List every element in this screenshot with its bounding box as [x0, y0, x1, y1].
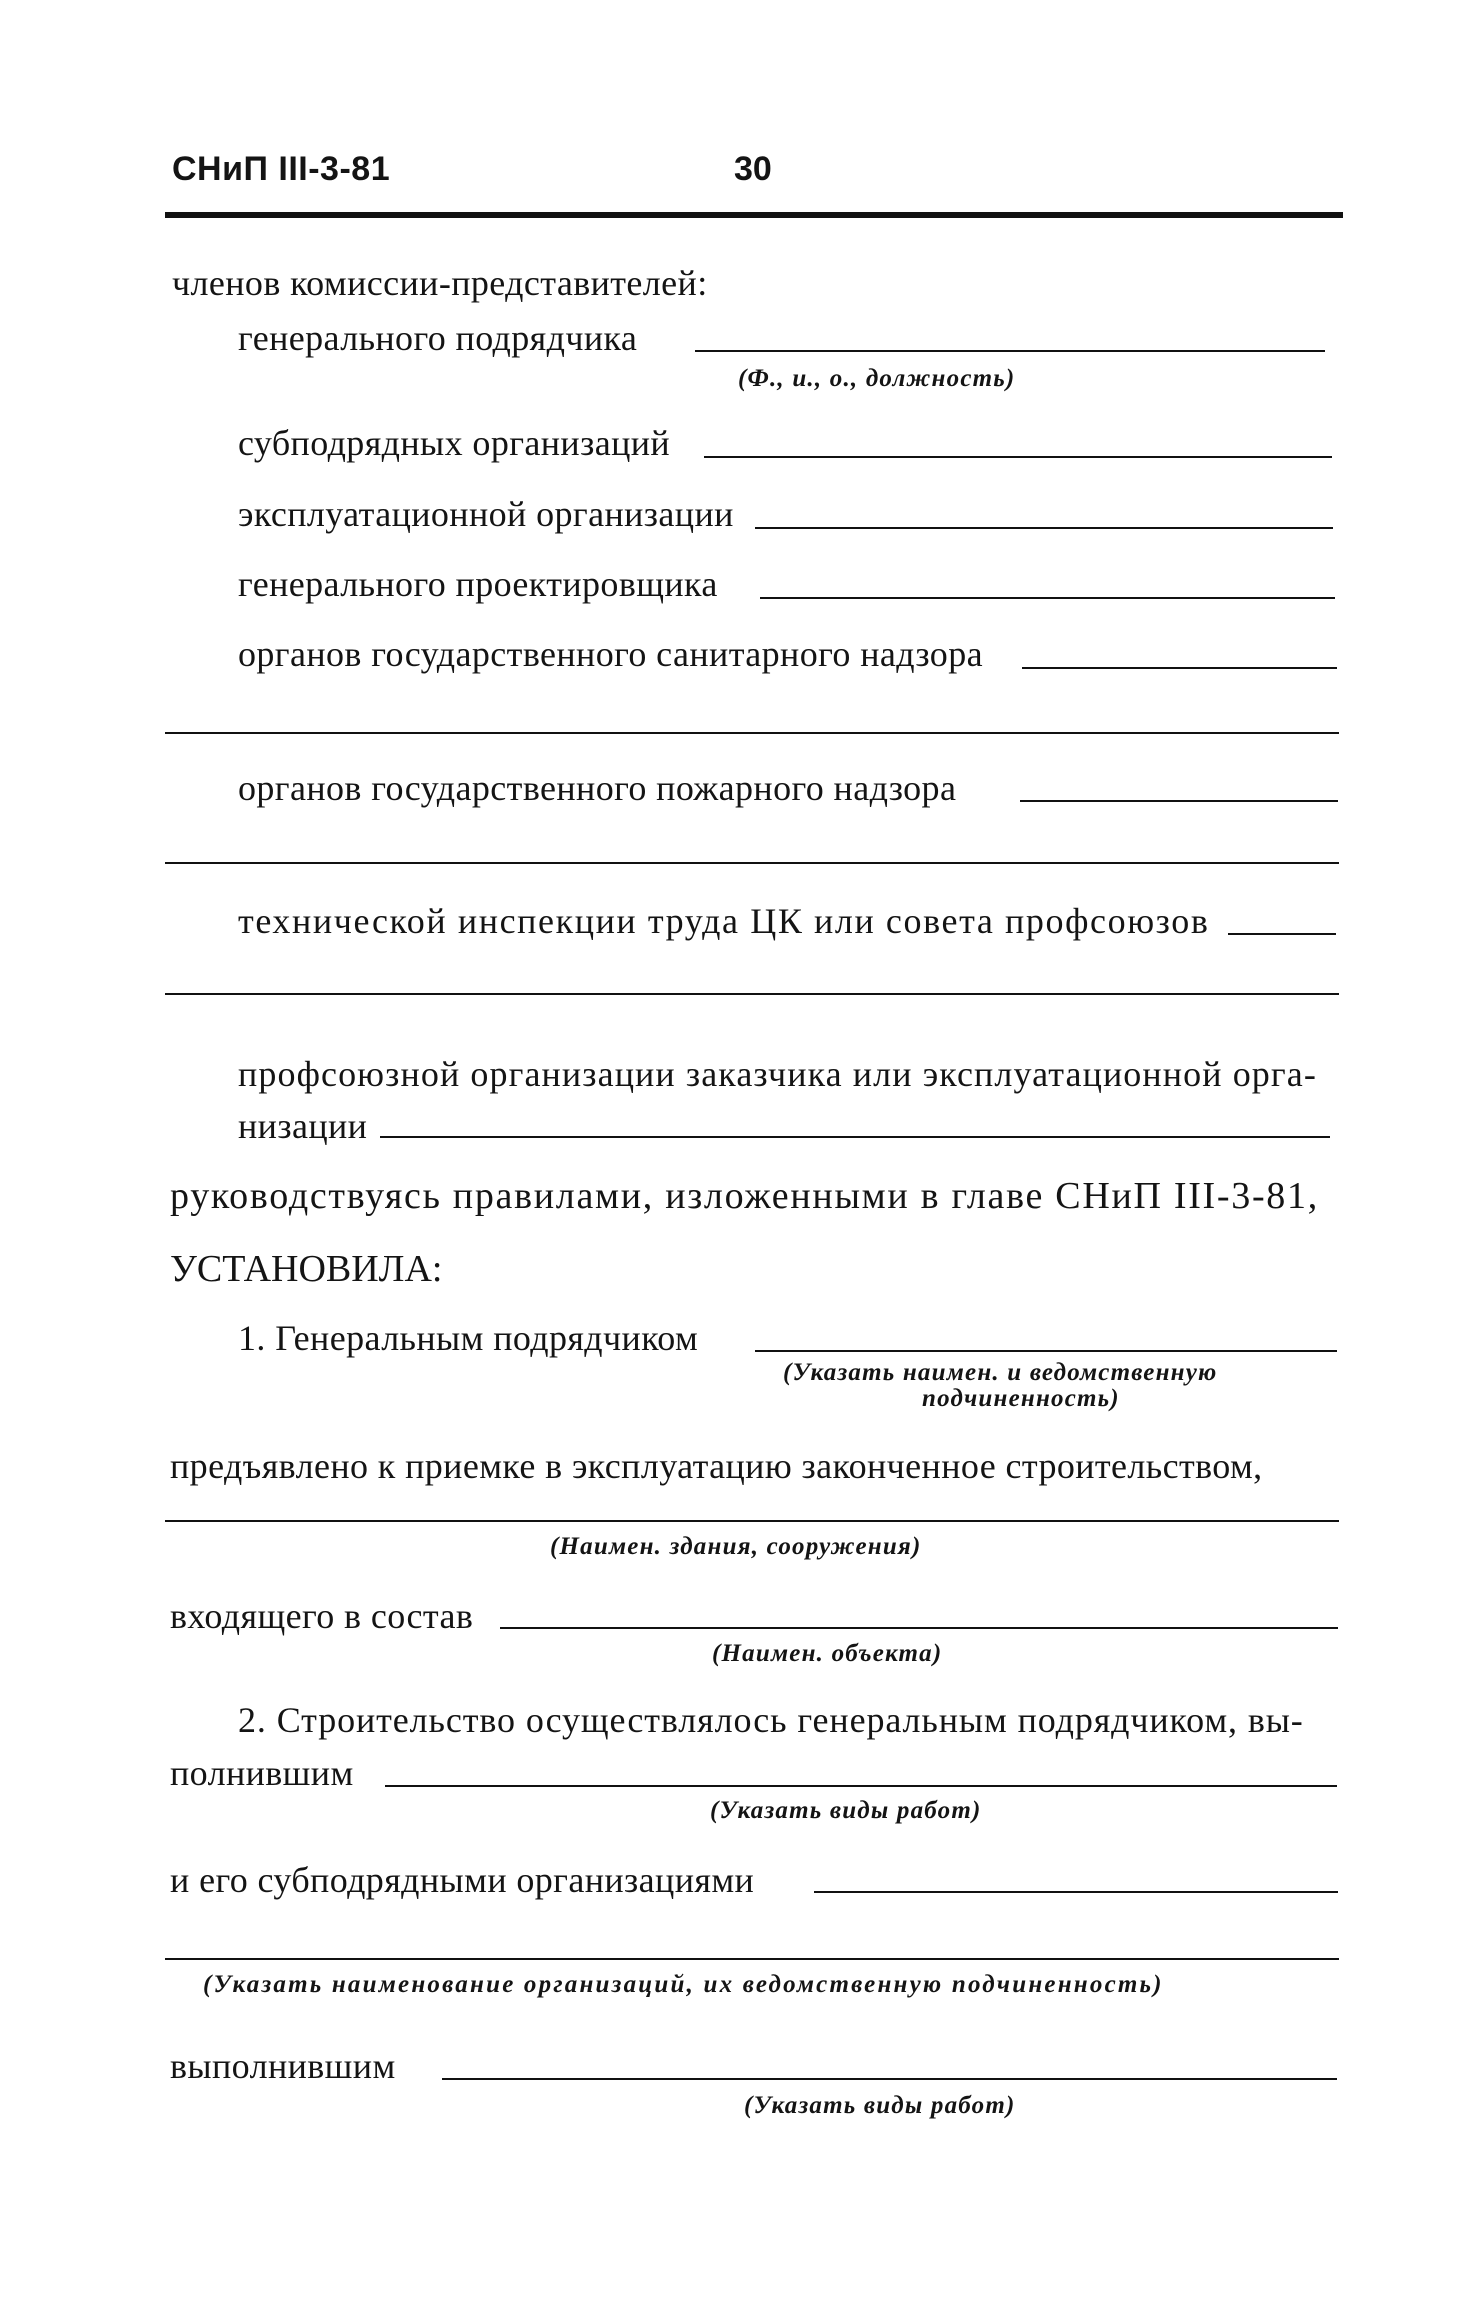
item1-caption-1: (Указать наимен. и ведомственную	[783, 1359, 1218, 1386]
presented-text: предъявлено к приемке в эксплуатацию законченное строительством,	[170, 1446, 1263, 1486]
sanitary-label: органов государственного санитарного надзора	[238, 634, 983, 674]
general-designer-field[interactable]	[760, 597, 1335, 599]
page-number: 30	[734, 150, 772, 188]
performed-label: выполнившим	[170, 2046, 396, 2086]
members-intro: членов комиссии-представителей:	[172, 263, 708, 303]
labor-inspection-label: технической инспекции труда ЦК или совета профсоюзов	[238, 901, 1210, 941]
fire-label: органов государственного пожарного надзора	[238, 768, 957, 808]
works-caption-2: (Указать виды работ)	[744, 2092, 1016, 2119]
general-designer-label: генерального проектировщика	[238, 564, 718, 604]
established-heading: УСТАНОВИЛА:	[170, 1248, 443, 1290]
union-label-line2: низации	[238, 1106, 368, 1146]
fire-field-cont[interactable]	[165, 862, 1339, 864]
fire-field[interactable]	[1020, 800, 1338, 802]
item1-label: 1. Генеральным подрядчиком	[238, 1318, 699, 1358]
subcontractors-field[interactable]	[704, 456, 1332, 458]
item2-line2: полнившим	[170, 1753, 354, 1793]
building-caption: (Наимен. здания, сооружения)	[550, 1533, 922, 1560]
object-caption: (Наимен. объекта)	[712, 1640, 943, 1667]
item2-line1: 2. Строительство осуществлялось генеральным подрядчиком, вы-	[238, 1700, 1304, 1740]
labor-inspection-field-cont[interactable]	[165, 993, 1339, 995]
part-of-label: входящего в состав	[170, 1596, 474, 1636]
sanitary-field[interactable]	[1022, 667, 1337, 669]
guided-text: руководствуясь правилами, изложенными в главе СНиП III-3-81,	[170, 1175, 1319, 1217]
general-contractor-label: генерального подрядчика	[238, 318, 638, 358]
object-field[interactable]	[500, 1627, 1338, 1629]
fio-caption: (Ф., и., о., должность)	[738, 365, 1016, 392]
subcontractors-label: субподрядных организаций	[238, 423, 671, 463]
sanitary-field-cont[interactable]	[165, 732, 1339, 734]
item1-caption-2: подчиненность)	[922, 1385, 1120, 1412]
building-field[interactable]	[165, 1520, 1339, 1522]
operating-org-field[interactable]	[755, 527, 1333, 529]
union-field[interactable]	[380, 1136, 1330, 1138]
item1-field[interactable]	[755, 1350, 1337, 1352]
works-caption: (Указать виды работ)	[710, 1797, 982, 1824]
header-rule	[165, 212, 1343, 218]
operating-org-label: эксплуатационной организации	[238, 494, 734, 534]
orgs-caption: (Указать наименование организаций, их ведомственную подчиненность)	[203, 1971, 1164, 1998]
labor-inspection-field[interactable]	[1228, 933, 1336, 935]
union-label-line1: профсоюзной организации заказчика или эксплуатационной орга-	[238, 1054, 1317, 1094]
general-contractor-field[interactable]	[695, 350, 1325, 352]
and-subs-field[interactable]	[814, 1891, 1338, 1893]
document-code: СНиП III-3-81	[172, 150, 391, 188]
orgs-field[interactable]	[165, 1958, 1339, 1960]
and-subs-label: и его субподрядными организациями	[170, 1860, 755, 1900]
performed-field[interactable]	[442, 2078, 1337, 2080]
works-field[interactable]	[385, 1785, 1337, 1787]
